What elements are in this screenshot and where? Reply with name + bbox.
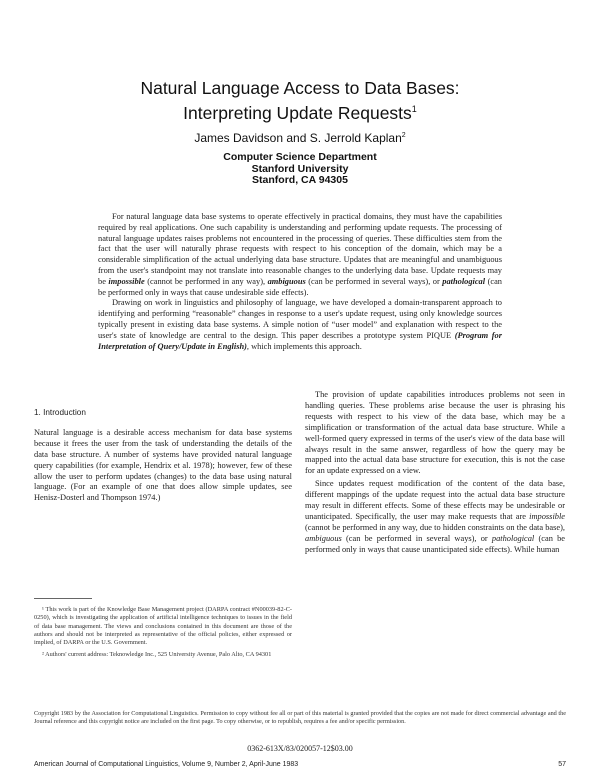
- body-paragraph-1: The provision of update capabilities introduces problems not seen in handling queries. These problems arise because the user is phrasing his requests with respect to his view of the data base, which may be a simplification or transformation of the actual data base structure. While a well-formed query expressed in terms of the user's view of the data base will always result in the same answer, regardless of how the query may be mapped into the actual data base structure for execution, this is not the case for an update expressed on a view.: [305, 390, 565, 476]
- term-ambiguous: ambiguous: [305, 533, 342, 543]
- title-line-2-text: Interpreting Update Requests: [183, 102, 412, 123]
- body-text: (can be performed in several ways), or: [341, 533, 492, 543]
- abstract-term-ambiguous: ambiguous: [267, 276, 306, 286]
- page-number: 57: [558, 761, 566, 768]
- title-line-2: [0, 99, 600, 124]
- paper-title: [0, 78, 600, 124]
- title-footnote-mark: 1: [411, 104, 417, 114]
- abstract-text: (can be performed only in ways that cause undesirable side effects).: [98, 276, 502, 297]
- abstract-text: (cannot be performed in any way),: [144, 276, 268, 286]
- footnote-1: ¹ This work is part of the Knowledge Base Management project (DARPA contract #N00039-82-C-0250), which is investigating the application of artificial intelligence techniques to issues in the field of data base management. The views and conclusions contained in this document are those of the authors and should not be interpreted as representative of the official policies, either expressed or implied, of DARPA or the U.S. Government.: [34, 606, 292, 647]
- abstract-term-pathological: pathological: [442, 276, 486, 286]
- abstract: [98, 212, 502, 352]
- affiliation-location: Stanford, CA 94305: [252, 174, 348, 186]
- issn-code: 0362-613X/83/020057-12$03.00: [247, 744, 353, 753]
- affiliation-university: Stanford University: [251, 162, 349, 175]
- journal-footer: American Journal of Computational Linguistics, Volume 9, Number 2, April-June 1983: [34, 761, 299, 768]
- abstract-text: , which implements this approach.: [246, 341, 362, 351]
- abstract-text: (can be performed in several ways), or: [305, 276, 443, 286]
- affiliation: [0, 152, 600, 187]
- abstract-paragraph-1: [98, 212, 502, 298]
- affiliation-department: Computer Science Department: [223, 151, 377, 163]
- body-text: (can be performed only in ways that cause unanticipated side effects). While human: [305, 533, 565, 554]
- term-impossible: impossible: [529, 511, 565, 521]
- right-column: [305, 390, 565, 556]
- abstract-text: Drawing on work in linguistics and philosophy of language, we have developed a domain-transparent approach to identifying and performing “reasonable” changes in response to a user's update request, using only knowledge sources typically present in existing data base systems. A simple notion of “user model” and explanation with respect to the user's state of knowledge are central to the design. This paper describes a prototype system PIQUE: [98, 298, 502, 340]
- abstract-term-impossible: impossible: [108, 276, 145, 286]
- intro-paragraph: Natural language is a desirable access mechanism for data base systems because it frees the user from the task of understanding the details of the data base structure. A number of systems have provided natural language query capabilities (for example, Hendrix et al. 1978); however, few of these allow the user to perform updates (changes) to the data base using natural language. (For an example of one that does allow simple updates, see Henisz-Dosterl and Thompson 1974.): [34, 427, 292, 503]
- footnote-2: ² Authors' current address: Teknowledge Inc., 525 University Avenue, Palo Alto, CA 94301: [42, 651, 272, 659]
- body-text: (cannot be performed in any way, due to hidden constraints on the data base),: [305, 522, 565, 532]
- footnote-rule: [34, 598, 92, 599]
- author-names: James Davidson and S. Jerrold Kaplan: [194, 131, 402, 145]
- abstract-paragraph-2: [98, 298, 502, 352]
- author-line: [0, 131, 600, 145]
- left-column: [34, 408, 292, 504]
- title-line-1: Natural Language Access to Data Bases:: [140, 78, 460, 98]
- abstract-text: For natural language data base systems to operate effectively in practical domains, they must have the capabilities required by real applications. One such capability is understanding and performing update requests. The processing of natural language updates raises problems not encountered in the processing of queries. These difficulties stem from the fact that the user will naturally phrase requests with respect to his conception of the domain, which may be a considerable simplification of the actual underlying data base structure. Updates that are meaningful and unambiguous from the user's standpoint may not translate into reasonable changes to the underlying data base. Update requests may be: [98, 212, 502, 286]
- author-footnote-mark: 2: [401, 132, 406, 139]
- body-paragraph-2: [305, 479, 565, 555]
- section-heading: 1. Introduction: [34, 408, 86, 417]
- footnotes: [34, 598, 292, 664]
- body-text: Since updates request modification of the content of the data base, different mappings of the update request into the actual data base structure may result in different effects. Some of these effects may be undesirable or unanticipated. Specifically, the user may make requests that are: [305, 479, 565, 521]
- abstract-system-expansion: (Program for Interpretation of Query/Update in English): [98, 330, 502, 351]
- copyright-notice: Copyright 1983 by the Association for Computational Linguistics. Permission to copy without fee all or part of this material is granted provided that the copies are not made for direct commercial advantage and the Journal reference and this copyright notice are included on the first page. To copy otherwise, or to republish, requires a fee and/or specific permission.: [34, 710, 566, 725]
- term-pathological: pathological: [491, 533, 535, 543]
